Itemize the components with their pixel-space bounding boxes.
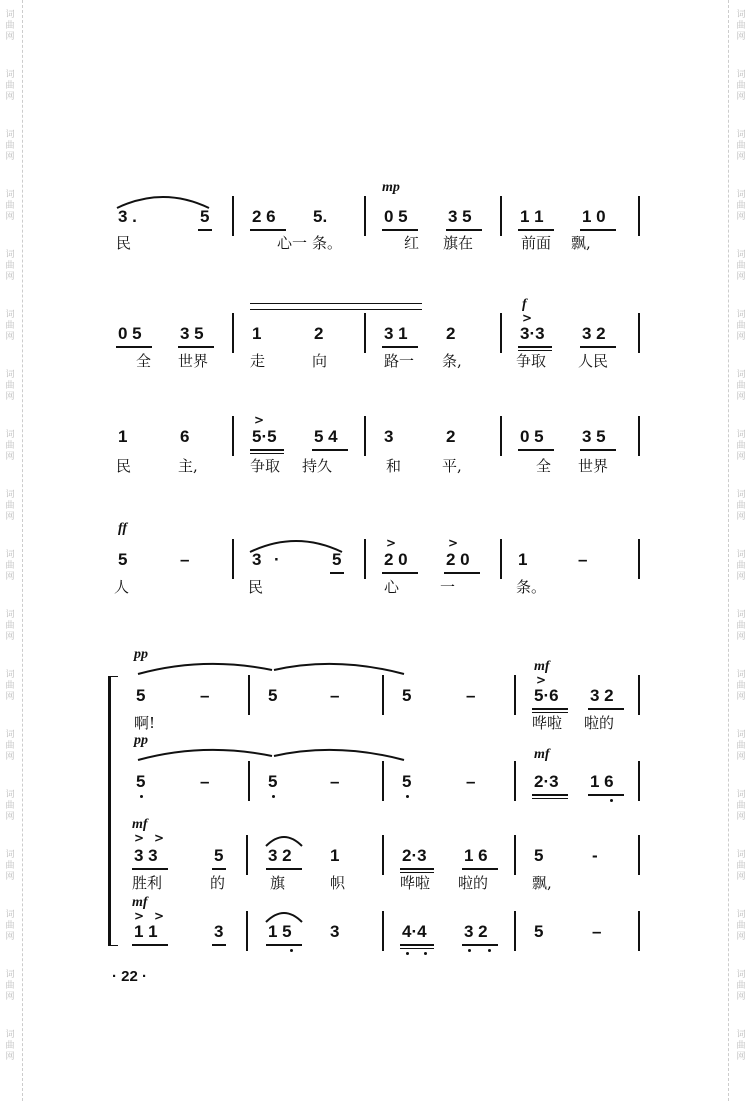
octave-dot <box>424 952 427 955</box>
watermark-text: 词曲网 <box>5 370 15 402</box>
underline <box>462 868 498 870</box>
watermark-text: 词曲网 <box>5 670 15 702</box>
underline <box>588 708 624 710</box>
note: 1 <box>118 427 128 446</box>
note: 2 0 <box>384 550 408 569</box>
note: 1 1 <box>134 922 158 941</box>
barline <box>500 416 502 456</box>
underline <box>212 868 226 870</box>
note: 2 0 <box>446 550 470 569</box>
underline <box>400 948 434 949</box>
lyric: 争取 <box>516 352 547 370</box>
lyric: 前面 <box>521 234 552 252</box>
dynamic-mark: mf <box>132 817 148 832</box>
accent-mark: > <box>386 536 397 550</box>
lyric: 旗 <box>270 874 286 892</box>
watermark-text: 词曲网 <box>5 70 15 102</box>
note: – <box>200 686 210 705</box>
note: – <box>592 922 602 941</box>
underline <box>580 449 616 451</box>
dynamic-mark: pp <box>134 647 148 662</box>
underline <box>312 449 348 451</box>
barline <box>382 911 384 951</box>
watermark-text: 词曲网 <box>736 250 746 282</box>
lyric: 民 <box>116 457 132 475</box>
underline <box>382 572 418 574</box>
underline <box>518 229 554 231</box>
watermark-text: 词曲网 <box>736 1030 746 1062</box>
underline <box>444 572 480 574</box>
note: 3 . <box>118 207 137 226</box>
barline <box>500 539 502 579</box>
note: 0 5 <box>118 324 142 343</box>
watermark-text: 词曲网 <box>736 10 746 42</box>
barline <box>248 675 250 715</box>
note: 3 2 <box>582 324 606 343</box>
note: 5 <box>268 772 278 791</box>
accent-mark: > <box>154 909 165 923</box>
lyric: 平, <box>442 457 462 475</box>
watermark-text: 词曲网 <box>736 370 746 402</box>
lyric: 全 <box>136 352 152 370</box>
note: 5 <box>534 922 544 941</box>
octave-dot <box>290 949 293 952</box>
barline <box>364 313 366 353</box>
lyric: 民 <box>248 578 264 596</box>
underline <box>532 794 568 796</box>
barline <box>232 539 234 579</box>
note: 3 2 <box>268 846 292 865</box>
lyric: 帜 <box>330 874 346 892</box>
bracket-cap <box>108 676 118 677</box>
barline <box>382 761 384 801</box>
barline <box>638 675 640 715</box>
watermark-text: 词曲网 <box>5 610 15 642</box>
underline <box>382 229 418 231</box>
octave-dot <box>272 795 275 798</box>
octave-dot <box>140 795 143 798</box>
note: 1 6 <box>590 772 614 791</box>
note: 3 2 <box>590 686 614 705</box>
underline <box>178 346 214 348</box>
watermark-text: 词曲网 <box>736 970 746 1002</box>
underline <box>532 708 568 710</box>
note: 1 0 <box>582 207 606 226</box>
underline <box>588 794 624 796</box>
barline <box>246 835 248 875</box>
barline <box>382 835 384 875</box>
note: – <box>466 686 476 705</box>
underline <box>198 229 212 231</box>
lyric: 世界 <box>178 352 209 370</box>
note: 1 1 <box>520 207 544 226</box>
barline <box>500 196 502 236</box>
note: 5 <box>402 772 412 791</box>
lyric: 哗啦 <box>400 874 431 892</box>
underline <box>382 346 418 348</box>
barline <box>232 196 234 236</box>
note: 0 5 <box>520 427 544 446</box>
note: 1 <box>518 550 528 569</box>
lyric: 和 <box>386 457 402 475</box>
lyric: 飘, <box>571 234 591 252</box>
underline <box>532 798 568 799</box>
page-number: · 22 · <box>112 968 148 985</box>
octave-dot <box>468 949 471 952</box>
barline <box>638 539 640 579</box>
lyric: 条。 <box>312 234 343 252</box>
watermark-text: 词曲网 <box>5 130 15 162</box>
watermark-text: 词曲网 <box>5 1030 15 1062</box>
octave-dot <box>406 952 409 955</box>
underline <box>446 229 482 231</box>
note: 3 3 <box>134 846 158 865</box>
note: 5 <box>118 550 128 569</box>
lyric: 民 <box>116 234 132 252</box>
note: 5 4 <box>314 427 338 446</box>
note: 1 <box>330 846 340 865</box>
barline <box>364 416 366 456</box>
note: – <box>180 550 190 569</box>
barline <box>364 196 366 236</box>
note: 5 <box>332 550 342 569</box>
watermark-text: 词曲网 <box>5 10 15 42</box>
dynamic-mark: mf <box>132 895 148 910</box>
barline <box>364 539 366 579</box>
watermark-text: 词曲网 <box>5 850 15 882</box>
dynamic-mark: mf <box>534 659 550 674</box>
underline <box>250 453 284 454</box>
note: 2 <box>446 427 456 446</box>
barline <box>638 196 640 236</box>
octave-dot <box>406 795 409 798</box>
note: 3 <box>214 922 224 941</box>
watermark-text: 词曲网 <box>736 910 746 942</box>
underline <box>330 572 344 574</box>
underline <box>250 449 284 451</box>
lyric: 路一 <box>384 352 415 370</box>
accent-mark: > <box>134 831 145 845</box>
note: 3 5 <box>180 324 204 343</box>
underline <box>518 346 552 348</box>
lyric: 走 <box>250 352 266 370</box>
lyric: 飘, <box>532 874 552 892</box>
note: 1 <box>252 324 262 343</box>
underline <box>116 346 152 348</box>
note: 4·4 <box>402 922 427 941</box>
note: 5 <box>534 846 544 865</box>
lyric: 啦的 <box>584 714 615 732</box>
barline <box>514 761 516 801</box>
underline <box>132 944 168 946</box>
underline <box>212 944 226 946</box>
watermark-text: 词曲网 <box>5 490 15 522</box>
barline <box>514 911 516 951</box>
watermark-text: 词曲网 <box>736 790 746 822</box>
accent-mark: > <box>154 831 165 845</box>
watermark-text: 词曲网 <box>736 670 746 702</box>
lyric: 人 <box>114 578 130 596</box>
lyric: 条, <box>442 352 462 370</box>
barline <box>248 761 250 801</box>
accent-mark: > <box>536 673 547 687</box>
underline <box>400 872 434 873</box>
note: 5 <box>136 772 146 791</box>
underline <box>266 868 302 870</box>
watermark-text: 词曲网 <box>5 730 15 762</box>
barline <box>246 911 248 951</box>
note: 1 5 <box>268 922 292 941</box>
underline <box>132 868 168 870</box>
lyric: 条。 <box>516 578 547 596</box>
note: 2 6 <box>252 207 276 226</box>
dynamic-mark: mp <box>382 180 400 195</box>
note: 6 <box>180 427 190 446</box>
lyric: 全 <box>536 457 552 475</box>
lyric: 持久 <box>302 457 333 475</box>
underline <box>580 229 616 231</box>
lyric: 心一 <box>277 234 308 252</box>
lyric: 红 <box>404 234 420 252</box>
lyric: 胜利 <box>132 874 163 892</box>
note: 3 5 <box>582 427 606 446</box>
dynamic-mark: ff <box>118 521 128 536</box>
extension-line <box>250 303 422 304</box>
barline <box>638 416 640 456</box>
dynamic-mark: pp <box>134 733 148 748</box>
note: 5 <box>268 686 278 705</box>
underline <box>580 346 616 348</box>
underline <box>532 712 568 713</box>
watermark-text: 词曲网 <box>5 910 15 942</box>
lyric: 向 <box>312 352 328 370</box>
lyric: 世界 <box>578 457 609 475</box>
note: 5 <box>200 207 210 226</box>
underline <box>400 944 434 946</box>
octave-dot <box>488 949 491 952</box>
watermark-text: 词曲网 <box>736 730 746 762</box>
extension-line <box>250 309 422 310</box>
watermark-text: 词曲网 <box>736 190 746 222</box>
watermark-text: 词曲网 <box>5 790 15 822</box>
watermark-text: 词曲网 <box>5 970 15 1002</box>
barline <box>500 313 502 353</box>
note: – <box>466 772 476 791</box>
lyric: 啊! <box>134 714 156 732</box>
note: 2·3 <box>402 846 427 865</box>
barline <box>382 675 384 715</box>
note: 5 <box>136 686 146 705</box>
lyric: 啦的 <box>458 874 489 892</box>
underline <box>518 350 552 351</box>
note: – <box>330 686 340 705</box>
watermark-text: 词曲网 <box>736 610 746 642</box>
note: 5. <box>313 207 328 226</box>
watermark-text: 词曲网 <box>5 310 15 342</box>
note: 2·3 <box>534 772 559 791</box>
underline <box>400 868 434 870</box>
note: – <box>330 772 340 791</box>
barline <box>232 416 234 456</box>
note: 3 5 <box>448 207 472 226</box>
watermark-text: 词曲网 <box>5 250 15 282</box>
watermark-strip-left <box>0 0 23 1101</box>
tie <box>136 742 416 764</box>
watermark-text: 词曲网 <box>5 550 15 582</box>
note: · <box>274 550 280 569</box>
barline <box>638 313 640 353</box>
note: 2 <box>314 324 324 343</box>
watermark-text: 词曲网 <box>5 430 15 462</box>
note: – <box>578 550 588 569</box>
note: 5 <box>214 846 224 865</box>
dynamic-mark: mf <box>534 747 550 762</box>
accent-mark: > <box>522 311 533 325</box>
note: 5·6 <box>534 686 559 705</box>
barline <box>514 675 516 715</box>
note: 0 5 <box>384 207 408 226</box>
barline <box>638 835 640 875</box>
lyric: 一 <box>440 578 456 596</box>
underline <box>518 449 554 451</box>
system-bracket <box>108 676 115 946</box>
note: 3 <box>330 922 340 941</box>
barline <box>232 313 234 353</box>
note: 3 2 <box>464 922 488 941</box>
lyric: 的 <box>210 874 226 892</box>
barline <box>638 761 640 801</box>
note: – <box>200 772 210 791</box>
lyric: 争取 <box>250 457 281 475</box>
watermark-text: 词曲网 <box>736 310 746 342</box>
octave-dot <box>610 799 613 802</box>
watermark-text: 词曲网 <box>736 850 746 882</box>
watermark-text: 词曲网 <box>5 190 15 222</box>
watermark-text: 词曲网 <box>736 550 746 582</box>
dynamic-mark: f <box>522 297 527 312</box>
watermark-strip-right <box>728 0 751 1101</box>
note: 5·5 <box>252 427 277 446</box>
accent-mark: > <box>448 536 459 550</box>
note: 3 <box>252 550 262 569</box>
note: 1 6 <box>464 846 488 865</box>
lyric: 心 <box>384 578 400 596</box>
barline <box>514 835 516 875</box>
accent-mark: > <box>254 413 265 427</box>
underline <box>462 944 498 946</box>
note: 2 <box>446 324 456 343</box>
lyric: 人民 <box>578 352 609 370</box>
accent-mark: > <box>134 909 145 923</box>
lyric: 主, <box>178 457 198 475</box>
note: 5 <box>402 686 412 705</box>
barline <box>638 911 640 951</box>
note: - <box>592 846 598 865</box>
lyric: 旗在 <box>443 234 474 252</box>
watermark-text: 词曲网 <box>736 130 746 162</box>
watermark-text: 词曲网 <box>736 70 746 102</box>
lyric: 哗啦 <box>532 714 563 732</box>
underline <box>250 229 286 231</box>
watermark-text: 词曲网 <box>736 490 746 522</box>
note: 3 <box>384 427 394 446</box>
note: 3·3 <box>520 324 545 343</box>
bracket-cap <box>108 945 118 946</box>
watermark-text: 词曲网 <box>736 430 746 462</box>
tie <box>136 656 416 678</box>
underline <box>266 944 302 946</box>
note: 3 1 <box>384 324 408 343</box>
